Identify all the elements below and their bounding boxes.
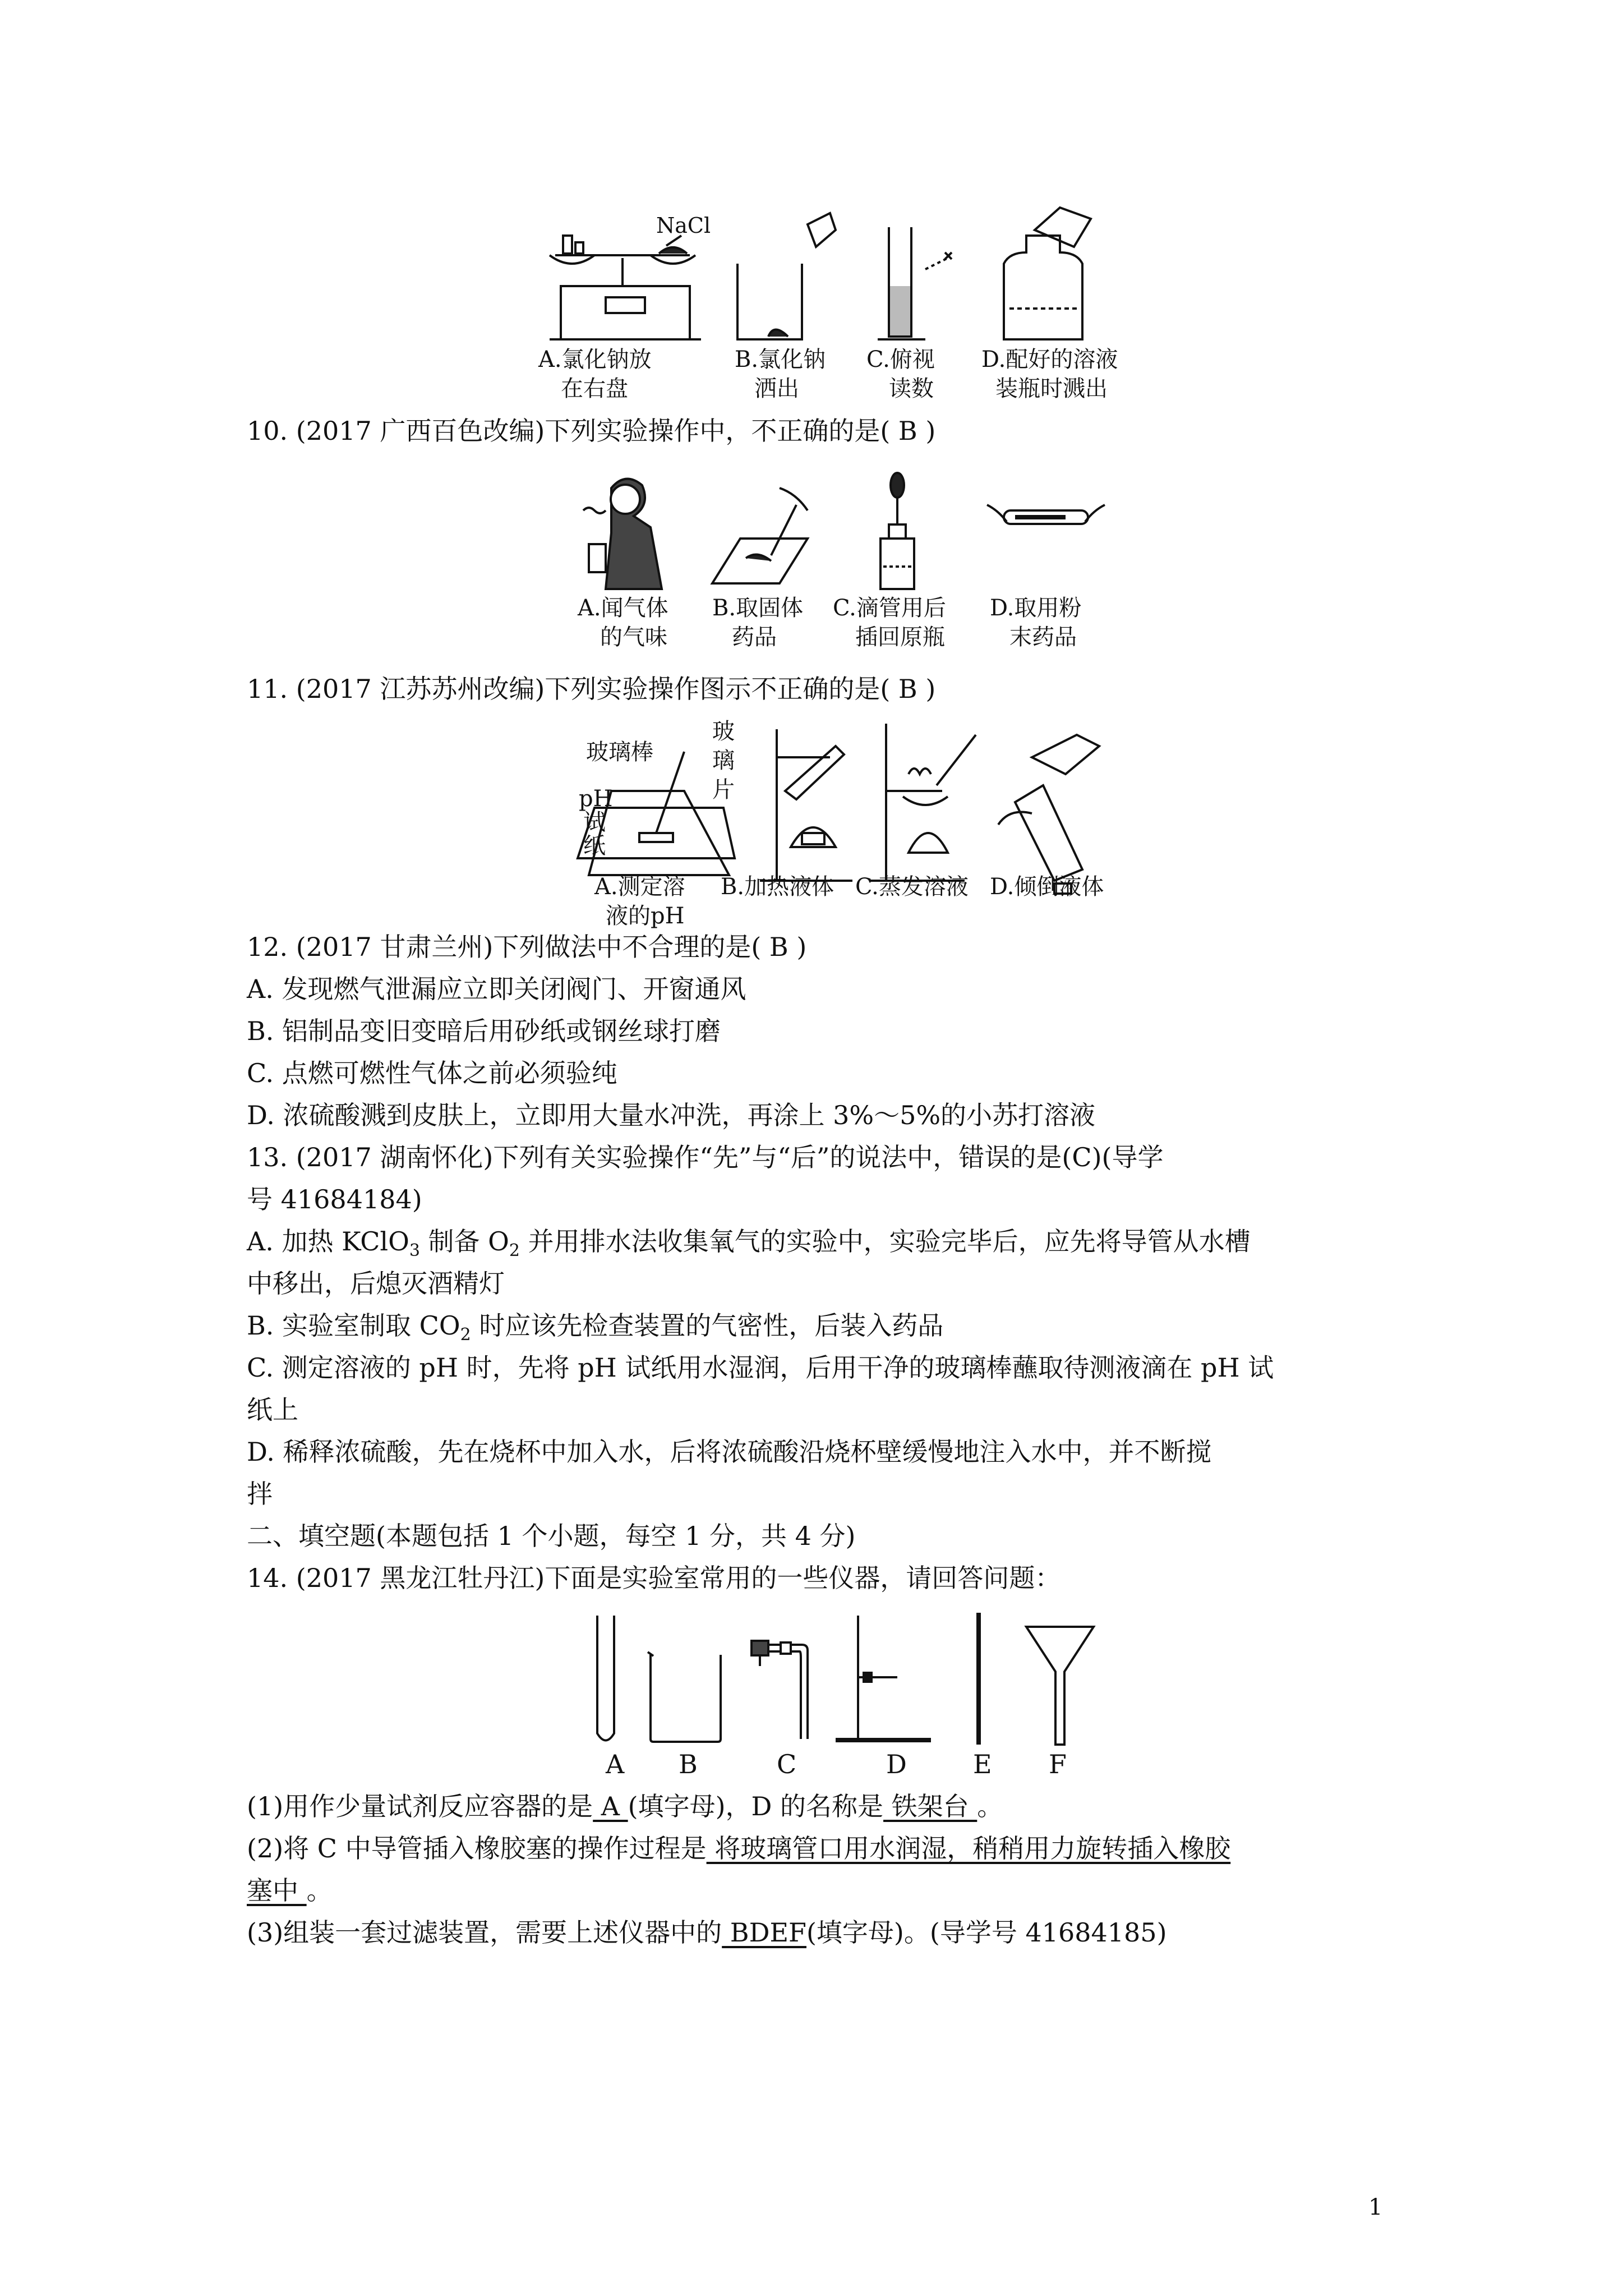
cylinder-drawing (878, 227, 952, 339)
q13-a-sub2: 2 (509, 1241, 520, 1261)
fig11-caption-c-line1: C.蒸发溶液 (855, 874, 969, 900)
q12-option-c: C. 点燃可燃性气体之前必须验纯 (247, 1058, 617, 1088)
question-11: 11. (2017 江苏苏州改编)下列实验操作图示不正确的是( B ) (247, 674, 936, 704)
q14-p1-post: 。 (977, 1791, 1003, 1821)
fig9-caption-c-line2: 读数 (889, 376, 934, 402)
bottle-drawing (1004, 208, 1091, 339)
q12-option-a: A. 发现燃气泄漏应立即关闭阀门、开窗通风 (247, 974, 746, 1004)
beaker-b (648, 1652, 721, 1742)
powder-tube-drawing (987, 505, 1105, 524)
instrument-label-a: A (606, 1749, 625, 1779)
q13-option-c-line1: C. 测定溶液的 pH 时，先将 pH 试纸用水湿润，后用干净的玻璃棒蘸取待测液滴在 pH 试 (247, 1352, 1274, 1383)
q12-option-d: D. 浓硫酸溅到皮肤上，立即用大量水冲洗，再涂上 3%～5%的小苏打溶液 (247, 1100, 1096, 1130)
fig10-caption-c-line1: C.滴管用后 (833, 595, 946, 621)
glass-tube-c (751, 1641, 808, 1739)
test-tube-a (597, 1616, 614, 1741)
figure-q14-instruments (583, 1610, 1144, 1761)
fig9-caption-c-line1: C.俯视 (866, 347, 935, 372)
person-smelling-drawing (583, 479, 662, 589)
q13-option-c-line2: 纸上 (247, 1395, 298, 1425)
funnel-f (1026, 1627, 1094, 1745)
q13-b-post: 时应该先检查装置的气密性，后装入药品 (471, 1310, 944, 1341)
q13-a-pre: A. 加热 KClO (247, 1226, 409, 1257)
label-ph-paper-3: 纸 (583, 833, 606, 859)
fig11-caption-d-line1: D.倾倒液体 (990, 874, 1104, 900)
fig9-caption-d-line1: D.配好的溶液 (981, 347, 1118, 372)
question-13-line2: 号 41684184) (247, 1184, 422, 1214)
instrument-label-f: F (1049, 1749, 1067, 1779)
fig11-caption-b-line1: B.加热液体 (721, 874, 834, 900)
q14-p2-answer-line2: 塞中 (247, 1875, 307, 1906)
instrument-label-e: E (973, 1749, 992, 1779)
question-13-line1: 13. (2017 湖南怀化)下列有关实验操作“先”与“后”的说法中，错误的是(C)(导学 (247, 1142, 1164, 1172)
fig10-caption-d-line2: 末药品 (1009, 624, 1077, 650)
q14-part-2-line2 (247, 1874, 333, 1907)
q14-p3-pre: (3)组装一套过滤装置，需要上述仪器中的 (247, 1917, 722, 1948)
q14-part-2-line1 (247, 1832, 1230, 1865)
label-ph-paper-2: 试 (583, 809, 606, 835)
fig9-caption-d-line2: 装瓶时溅出 (995, 376, 1108, 402)
page-number: 1 (1368, 2194, 1383, 2220)
q13-option-d-line1: D. 稀释浓硫酸，先在烧杯中加入水，后将浓硫酸沿烧杯壁缓慢地注入水中，并不断搅 (247, 1437, 1212, 1467)
fig11-caption-a-line1: A.测定溶 (594, 874, 685, 900)
heating-liquid-drawing (760, 729, 852, 881)
solid-reagent-drawing (712, 488, 808, 583)
q14-part-3 (247, 1916, 1167, 1949)
q14-part-1 (247, 1789, 1003, 1823)
q13-option-d-line2: 拌 (247, 1479, 273, 1509)
q13-option-a-line1 (247, 1225, 1251, 1268)
q13-a-sub1: 3 (409, 1241, 420, 1261)
section-2-heading: 二、填空题(本题包括 1 个小题，每空 1 分，共 4 分) (247, 1521, 856, 1551)
dropper-bottle-drawing (880, 473, 914, 589)
label-glass-sheet-3: 片 (712, 777, 735, 803)
fig10-caption-b-line2: 药品 (732, 624, 777, 650)
fig10-caption-c-line2: 插回原瓶 (855, 624, 945, 650)
question-10: 10. (2017 广西百色改编)下列实验操作中，不正确的是( B ) (247, 416, 936, 446)
q14-p3-post: (填字母)。(导学号 41684185) (806, 1917, 1167, 1948)
fig11-caption-a-line2: 液的pH (606, 903, 685, 929)
label-glass-sheet-1: 玻 (712, 719, 735, 744)
fig9-caption-a-line1: A.氯化钠放 (538, 347, 652, 372)
instrument-label-c: C (777, 1749, 797, 1779)
label-glass-sheet-2: 璃 (712, 748, 735, 774)
figure-q10 (572, 471, 1133, 600)
q13-b-pre: B. 实验室制取 CO (247, 1310, 460, 1341)
beaker-drawing (737, 213, 836, 339)
q13-a-post: 并用排水法收集氧气的实验中，实验完毕后，应先将导管从水槽 (520, 1226, 1251, 1257)
q14-p1-mid: (填字母)，D 的名称是 (628, 1791, 884, 1821)
fig9-caption-b-line2: 洒出 (754, 376, 799, 402)
fig10-caption-a-line1: A.闻气体 (578, 595, 668, 621)
q14-p3-answer: BDEF (722, 1917, 806, 1948)
q14-p2-post: 。 (306, 1875, 333, 1906)
q12-option-b: B. 铝制品变旧变暗后用砂纸或钢丝球打磨 (247, 1016, 721, 1046)
fig10-caption-a-line2: 的气味 (600, 624, 667, 650)
balance-drawing (550, 236, 701, 339)
q14-p1-answer-1: A (593, 1791, 628, 1821)
q13-option-b (247, 1309, 943, 1352)
fig10-caption-d-line1: D.取用粉 (990, 595, 1082, 621)
fig9-caption-a-line2: 在右盘 (561, 376, 628, 402)
q13-b-sub: 2 (460, 1325, 471, 1345)
nacl-label: NaCl (656, 213, 711, 238)
instrument-label-b: B (679, 1749, 698, 1779)
label-ph-paper-1: pH (579, 786, 613, 812)
iron-stand-d (836, 1616, 931, 1740)
q13-a-mid: 制备 O (419, 1226, 509, 1257)
q14-p2-answer-line1: 将玻璃管口用水润湿，稍稍用力旋转插入橡胶 (706, 1833, 1231, 1864)
pouring-liquid-drawing (998, 735, 1099, 894)
q14-p2-pre: (2)将 C 中导管插入橡胶塞的操作过程是 (247, 1833, 707, 1864)
fig9-caption-b-line1: B.氯化钠 (735, 347, 826, 372)
q14-p1-pre: (1)用作少量试剂反应容器的是 (247, 1791, 593, 1821)
q13-option-a-line2: 中移出，后熄灭酒精灯 (247, 1268, 505, 1299)
question-12: 12. (2017 甘肃兰州)下列做法中不合理的是( B ) (247, 932, 807, 962)
evaporating-drawing (869, 724, 976, 881)
fig10-caption-b-line1: B.取固体 (712, 595, 804, 621)
question-14: 14. (2017 黑龙江牡丹江)下面是实验室常用的一些仪器，请回答问题： (247, 1563, 1061, 1593)
label-glass-rod: 玻璃棒 (586, 739, 653, 765)
q14-p1-answer-2: 铁架台 (883, 1791, 978, 1821)
instrument-label-d: D (886, 1749, 907, 1779)
